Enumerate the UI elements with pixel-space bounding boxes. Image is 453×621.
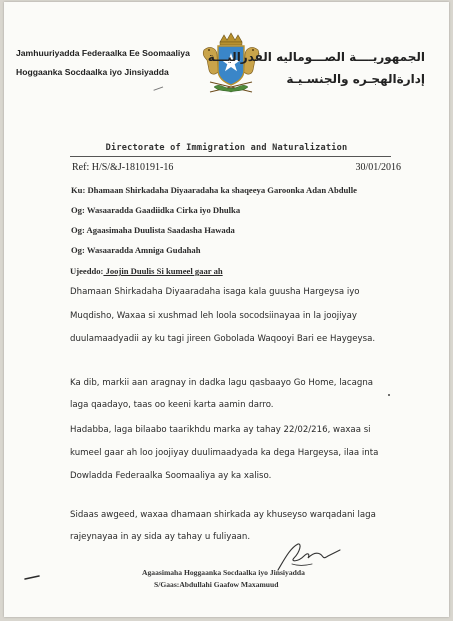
signature-title: Agaasimaha Hoggaanka Socdaalka iyo Jinsiyadda (142, 568, 305, 577)
recipient-line: Ku: Dhamaan Shirkadaha Diyaaradaha ka shaqeeya Garoonka Adan Abdulle (71, 185, 357, 195)
body-line: duulamaadyadii ay ku tagi jireen Gobolada Waqooyi Bari ee Haygeysa. (70, 334, 376, 344)
body-line: Muqdisho, Waxaa si xushmad leh loola socodsiinayaa in la joojiyay (70, 311, 357, 321)
header-divider (70, 156, 391, 157)
subject-line (70, 266, 223, 276)
body-line: Sidaas awgeed, waxaa dhamaan shirkada ay khuseyso warqadani laga (70, 510, 376, 520)
letterhead-left (16, 48, 190, 77)
body-line: rajeynayaa in ay sida ay tahay u fuliyaan. (70, 532, 251, 542)
subject-label: Ujeeddo: (70, 266, 104, 276)
letterhead-line-1: Jamhuuriyadda Federaalka Ee Soomaaliya (16, 48, 190, 58)
reference-number: Ref: H/S/&J-1810191-16 (72, 162, 174, 173)
recipient-line: Og: Wasaaradda Gaadiidka Cirka iyo Dhulka (71, 205, 241, 215)
margin-pen-mark (24, 575, 40, 580)
recipient-line: Og: Wasaaradda Amniga Gudahah (71, 245, 201, 255)
body-line: Dhamaan Shirkadaha Diyaaradaha isaga kala guusha Hargeysa iyo (70, 287, 360, 297)
letter-page (4, 2, 449, 617)
arabic-line-1: الجمهوريــــة الصـــوماليه الفدراليـــة (207, 50, 425, 64)
letterhead-right-arabic (208, 50, 425, 86)
arabic-line-2: إدارةالهجـره والجنسـيـة (286, 72, 425, 86)
subject-text: Joojin Duulis Si kumeel gaar ah (103, 266, 223, 276)
body-line: Hadabba, laga bilaabo taarikhdu marka ay tahay 22/02/216, waxaa si (70, 425, 371, 435)
stray-pen-mark (153, 86, 164, 94)
directorate-heading: Directorate of Immigration and Naturalization (105, 143, 348, 153)
ink-dot (388, 394, 390, 396)
letterhead-line-2: Hoggaanka Socdaalka iyo Jinsiyadda (16, 67, 169, 77)
letter-date: 30/01/2016 (355, 162, 401, 173)
body-line: kumeel gaar ah loo joojiyay duulimaadyada ka dega Hargeysa, ilaa inta (70, 448, 379, 458)
signature-name: S/Gaas:Abdullahi Gaafow Maxamuud (154, 580, 279, 589)
body-line: laga qaadayo, taas oo keeni karta aamin darro. (70, 400, 274, 410)
body-line: Dowladda Federaalka Soomaaliya ay ka xaliso. (70, 471, 272, 481)
body-line: Ka dib, markii aan aragnay in dadka lagu qasbaayo Go Home, lacagna (70, 378, 374, 388)
recipient-line: Og: Agaasimaha Duulista Saadasha Hawada (71, 225, 235, 235)
